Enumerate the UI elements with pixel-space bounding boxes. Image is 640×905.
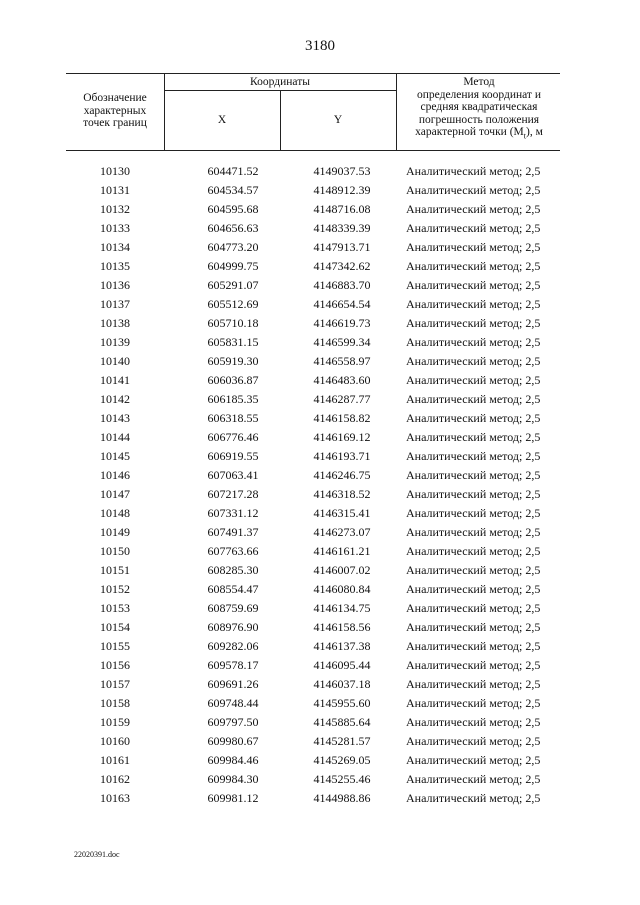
method-cell: Аналитический метод; 2,5 — [406, 392, 541, 406]
method-cell: Аналитический метод; 2,5 — [406, 430, 541, 444]
point-id: 10162 — [100, 772, 130, 786]
coord-x: 609984.30 — [207, 772, 259, 786]
method-cell: Аналитический метод; 2,5 — [406, 696, 541, 710]
table-row — [66, 637, 560, 656]
coord-y: 4146558.97 — [313, 354, 371, 368]
coord-y: 4148912.39 — [313, 183, 371, 197]
coord-y: 4146134.75 — [313, 601, 371, 615]
table-row — [66, 751, 560, 770]
method-cell: Аналитический метод; 2,5 — [406, 487, 541, 501]
coord-y: 4146599.34 — [313, 335, 371, 349]
table-row — [66, 219, 560, 238]
header-x: X — [217, 114, 227, 126]
method-cell: Аналитический метод; 2,5 — [406, 734, 541, 748]
coord-x: 609691.26 — [207, 677, 259, 691]
coord-x: 605919.30 — [207, 354, 259, 368]
method-cell: Аналитический метод; 2,5 — [406, 658, 541, 672]
method-cell: Аналитический метод; 2,5 — [406, 240, 541, 254]
coord-y: 4145955.60 — [313, 696, 371, 710]
table-row — [66, 238, 560, 257]
table-row — [66, 523, 560, 542]
coord-y: 4149037.53 — [313, 164, 371, 178]
method-cell: Аналитический метод; 2,5 — [406, 639, 541, 653]
point-id: 10141 — [100, 373, 130, 387]
table-row — [66, 276, 560, 295]
method-desc-tail: ), м — [525, 126, 543, 138]
coord-x: 604999.75 — [207, 259, 259, 273]
method-cell: Аналитический метод; 2,5 — [406, 202, 541, 216]
table-row — [66, 333, 560, 352]
coord-x: 606318.55 — [207, 411, 259, 425]
table-row — [66, 409, 560, 428]
coord-y: 4146095.44 — [313, 658, 371, 672]
coord-x: 609980.67 — [207, 734, 259, 748]
method-cell: Аналитический метод; 2,5 — [406, 278, 541, 292]
method-cell: Аналитический метод; 2,5 — [406, 563, 541, 577]
table-row — [66, 466, 560, 485]
method-cell: Аналитический метод; 2,5 — [406, 183, 541, 197]
method-cell: Аналитический метод; 2,5 — [406, 525, 541, 539]
method-cell: Аналитический метод; 2,5 — [406, 544, 541, 558]
point-id: 10147 — [100, 487, 130, 501]
coord-y: 4146080.84 — [313, 582, 371, 596]
coord-y: 4145281.57 — [313, 734, 371, 748]
table-row — [66, 447, 560, 466]
table-row — [66, 656, 560, 675]
coord-y: 4146619.73 — [313, 316, 371, 330]
coord-x: 604471.52 — [207, 164, 259, 178]
point-id: 10134 — [100, 240, 130, 254]
coord-y: 4146287.77 — [313, 392, 371, 406]
coord-y: 4145885.64 — [313, 715, 371, 729]
method-cell: Аналитический метод; 2,5 — [406, 411, 541, 425]
method-cell: Аналитический метод; 2,5 — [406, 468, 541, 482]
header-divider — [396, 74, 397, 150]
coord-x: 609282.06 — [207, 639, 259, 653]
point-id: 10153 — [100, 601, 130, 615]
table-row — [66, 295, 560, 314]
coord-y: 4146161.21 — [313, 544, 371, 558]
table-row — [66, 257, 560, 276]
table-row — [66, 371, 560, 390]
coord-x: 605831.15 — [207, 335, 259, 349]
coord-x: 605512.69 — [207, 297, 259, 311]
coord-x: 606185.35 — [207, 392, 259, 406]
point-id: 10152 — [100, 582, 130, 596]
point-id: 10159 — [100, 715, 130, 729]
method-cell: Аналитический метод; 2,5 — [406, 715, 541, 729]
coord-x: 604534.57 — [207, 183, 259, 197]
method-cell: Аналитический метод; 2,5 — [406, 221, 541, 235]
point-id: 10154 — [100, 620, 130, 634]
coord-y: 4146246.75 — [313, 468, 371, 482]
table-row — [66, 732, 560, 751]
header-coordinates: Координаты — [250, 76, 310, 88]
coord-x: 604595.68 — [207, 202, 259, 216]
header-divider — [164, 90, 396, 91]
coord-y: 4146158.82 — [313, 411, 371, 425]
coord-x: 608554.47 — [207, 582, 259, 596]
point-id: 10138 — [100, 316, 130, 330]
coord-y: 4146883.70 — [313, 278, 371, 292]
coord-x: 604773.20 — [207, 240, 259, 254]
coord-y: 4147342.62 — [313, 259, 371, 273]
header-designation: Обозначение характерных точек границ — [83, 92, 147, 129]
header-method-title: Метод — [463, 76, 495, 88]
coord-x: 606776.46 — [207, 430, 259, 444]
coord-x: 605291.07 — [207, 278, 259, 292]
table-row — [66, 390, 560, 409]
coord-x: 604656.63 — [207, 221, 259, 235]
point-id: 10148 — [100, 506, 130, 520]
coord-y: 4146158.56 — [313, 620, 371, 634]
method-cell: Аналитический метод; 2,5 — [406, 449, 541, 463]
table-row — [66, 789, 560, 808]
table-row — [66, 561, 560, 580]
coord-x: 606036.87 — [207, 373, 259, 387]
table-row — [66, 618, 560, 637]
coord-y: 4146315.41 — [313, 506, 371, 520]
table-body — [66, 162, 560, 808]
point-id: 10160 — [100, 734, 130, 748]
coord-y: 4146007.02 — [313, 563, 371, 577]
coord-x: 608759.69 — [207, 601, 259, 615]
coord-x: 609984.46 — [207, 753, 259, 767]
point-id: 10144 — [100, 430, 130, 444]
coord-x: 606919.55 — [207, 449, 259, 463]
table-header — [66, 73, 560, 151]
coord-x: 609981.12 — [207, 791, 259, 805]
method-cell: Аналитический метод; 2,5 — [406, 772, 541, 786]
coord-y: 4146193.71 — [313, 449, 371, 463]
point-id: 10157 — [100, 677, 130, 691]
point-id: 10146 — [100, 468, 130, 482]
coord-x: 608976.90 — [207, 620, 259, 634]
method-cell: Аналитический метод; 2,5 — [406, 677, 541, 691]
coord-y: 4145255.46 — [313, 772, 371, 786]
method-cell: Аналитический метод; 2,5 — [406, 582, 541, 596]
table-row — [66, 200, 560, 219]
method-cell: Аналитический метод; 2,5 — [406, 354, 541, 368]
table-row — [66, 428, 560, 447]
point-id: 10143 — [100, 411, 130, 425]
point-id: 10156 — [100, 658, 130, 672]
table-row — [66, 542, 560, 561]
point-id: 10131 — [100, 183, 130, 197]
table-row — [66, 599, 560, 618]
method-subscript: t — [523, 131, 526, 141]
coord-x: 608285.30 — [207, 563, 259, 577]
coord-y: 4146273.07 — [313, 525, 371, 539]
table-row — [66, 485, 560, 504]
header-method-desc — [398, 89, 560, 143]
method-cell: Аналитический метод; 2,5 — [406, 259, 541, 273]
point-id: 10137 — [100, 297, 130, 311]
point-id: 10140 — [100, 354, 130, 368]
table-row — [66, 504, 560, 523]
coord-y: 4148716.08 — [313, 202, 371, 216]
coord-x: 607063.41 — [207, 468, 259, 482]
table-row — [66, 713, 560, 732]
table-row — [66, 352, 560, 371]
coord-x: 607491.37 — [207, 525, 259, 539]
coord-y: 4146137.38 — [313, 639, 371, 653]
coord-y: 4146654.54 — [313, 297, 371, 311]
point-id: 10149 — [100, 525, 130, 539]
method-cell: Аналитический метод; 2,5 — [406, 373, 541, 387]
point-id: 10158 — [100, 696, 130, 710]
method-cell: Аналитический метод; 2,5 — [406, 164, 541, 178]
table-row — [66, 181, 560, 200]
coord-y: 4146483.60 — [313, 373, 371, 387]
table-row — [66, 580, 560, 599]
coord-x: 607763.66 — [207, 544, 259, 558]
point-id: 10130 — [100, 164, 130, 178]
point-id: 10133 — [100, 221, 130, 235]
method-cell: Аналитический метод; 2,5 — [406, 753, 541, 767]
table-row — [66, 694, 560, 713]
table-row — [66, 314, 560, 333]
method-cell: Аналитический метод; 2,5 — [406, 335, 541, 349]
coord-x: 609748.44 — [207, 696, 259, 710]
coord-x: 607217.28 — [207, 487, 259, 501]
table-row — [66, 675, 560, 694]
coord-y: 4148339.39 — [313, 221, 371, 235]
point-id: 10163 — [100, 791, 130, 805]
coord-x: 607331.12 — [207, 506, 259, 520]
table-row — [66, 770, 560, 789]
table-row — [66, 162, 560, 181]
method-cell: Аналитический метод; 2,5 — [406, 506, 541, 520]
page-number: 3180 — [305, 38, 335, 54]
method-cell: Аналитический метод; 2,5 — [406, 791, 541, 805]
header-y: Y — [333, 114, 343, 126]
coord-y: 4146318.52 — [313, 487, 371, 501]
coord-y: 4145269.05 — [313, 753, 371, 767]
coord-y: 4144988.86 — [313, 791, 371, 805]
coord-y: 4147913.71 — [313, 240, 371, 254]
point-id: 10132 — [100, 202, 130, 216]
method-cell: Аналитический метод; 2,5 — [406, 620, 541, 634]
point-id: 10161 — [100, 753, 130, 767]
method-cell: Аналитический метод; 2,5 — [406, 601, 541, 615]
coord-y: 4146169.12 — [313, 430, 371, 444]
coord-y: 4146037.18 — [313, 677, 371, 691]
method-cell: Аналитический метод; 2,5 — [406, 297, 541, 311]
footer-filename: 22020391.doc — [74, 850, 120, 859]
coord-x: 605710.18 — [207, 316, 259, 330]
point-id: 10145 — [100, 449, 130, 463]
point-id: 10155 — [100, 639, 130, 653]
point-id: 10139 — [100, 335, 130, 349]
method-desc-text: определения координат и средняя квадратическая погрешность положения характерной точки (М — [415, 88, 541, 138]
point-id: 10142 — [100, 392, 130, 406]
point-id: 10151 — [100, 563, 130, 577]
header-method — [398, 76, 560, 143]
method-cell: Аналитический метод; 2,5 — [406, 316, 541, 330]
coord-x: 609578.17 — [207, 658, 259, 672]
point-id: 10135 — [100, 259, 130, 273]
point-id: 10150 — [100, 544, 130, 558]
point-id: 10136 — [100, 278, 130, 292]
coord-x: 609797.50 — [207, 715, 259, 729]
